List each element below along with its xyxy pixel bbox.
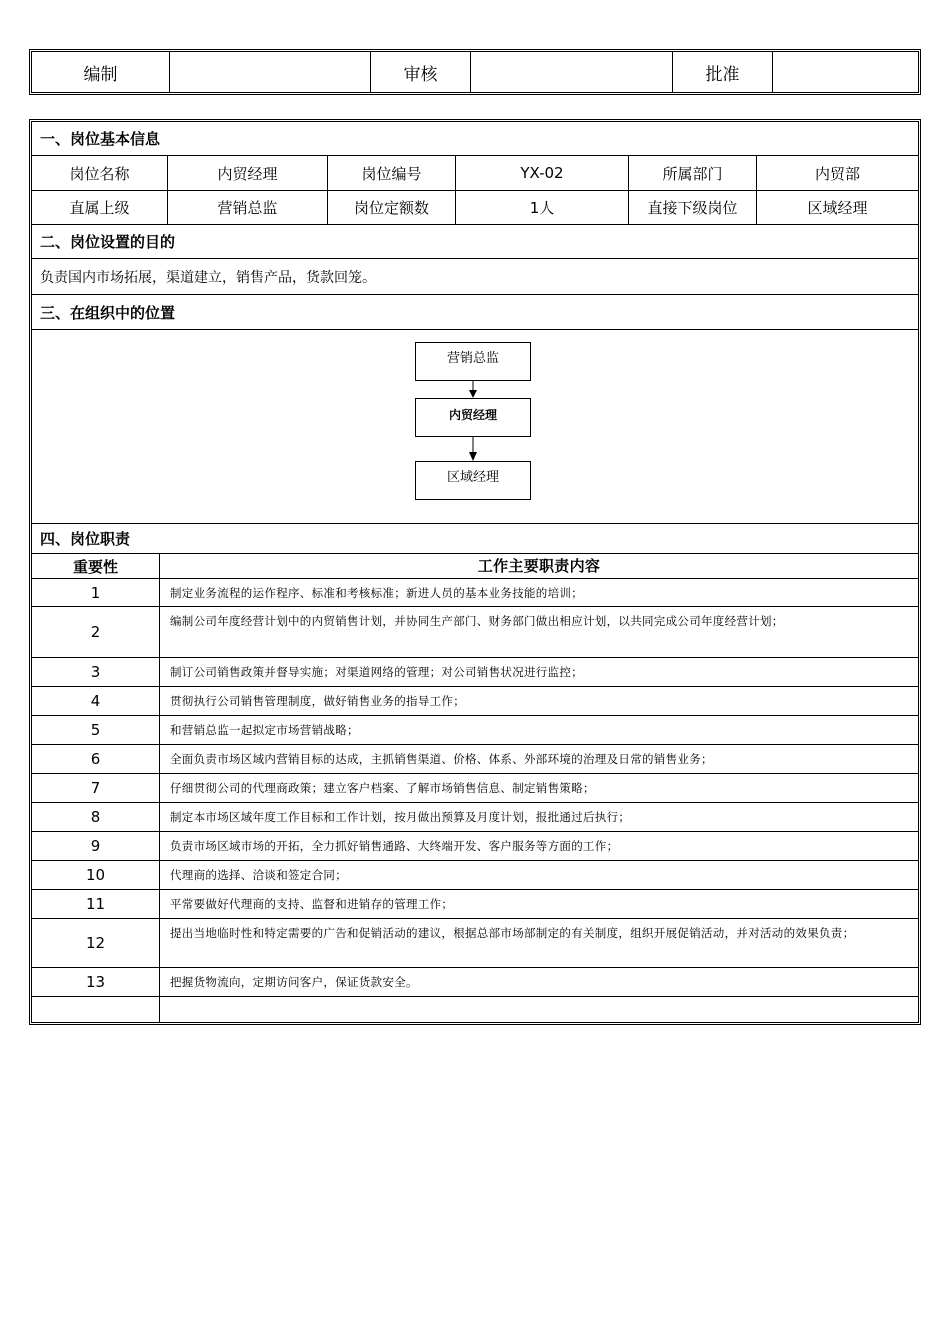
value-headcount: 1人 bbox=[456, 191, 629, 224]
duty-text bbox=[160, 997, 918, 1022]
duties-header-row bbox=[32, 554, 918, 579]
duty-text: 制定业务流程的运作程序、标准和考核标准；新进人员的基本业务技能的培训； bbox=[170, 586, 583, 600]
value-position-code: YX-02 bbox=[456, 156, 629, 190]
value-position-name: 内贸经理 bbox=[168, 156, 328, 190]
basic-info-row-2 bbox=[32, 191, 918, 225]
org-node-middle: 内贸经理 bbox=[415, 398, 531, 437]
value-subordinate: 区域经理 bbox=[807, 199, 868, 217]
duty-text: 代理商的选择、洽谈和签定合同； bbox=[170, 868, 347, 882]
duty-text: 仔细贯彻公司的代理商政策；建立客户档案、了解市场销售信息、制定销售策略； bbox=[170, 781, 595, 795]
label-headcount: 岗位定额数 bbox=[328, 191, 456, 224]
duty-text: 把握货物流向，定期访问客户，保证货款安全。 bbox=[170, 975, 418, 989]
label-direct-superior: 直属上级 bbox=[32, 191, 168, 224]
duty-number: 3 bbox=[32, 658, 160, 686]
job-description-table bbox=[29, 119, 921, 1025]
duty-text: 提出当地临时性和特定需要的广告和促销活动的建议，根据总部市场部制定的有关制度，组织开展促销活动，并对活动的效果负责； bbox=[170, 926, 855, 940]
table-row bbox=[32, 803, 918, 832]
compile-label: 编制 bbox=[32, 52, 170, 92]
section-org-position-title: 三、在组织中的位置 bbox=[32, 295, 918, 330]
duty-text: 全面负责市场区域内营销目标的达成，主抓销售渠道、价格、体系、外部环境的治理及日常的销售业务； bbox=[170, 752, 713, 766]
org-chart bbox=[32, 330, 918, 524]
table-row bbox=[32, 579, 918, 607]
section-purpose-title: 二、岗位设置的目的 bbox=[32, 225, 918, 259]
label-department: 所属部门 bbox=[629, 156, 757, 190]
org-node-bottom: 区域经理 bbox=[415, 461, 531, 500]
duty-text: 制定本市场区域年度工作目标和工作计划，按月做出预算及月度计划，报批通过后执行； bbox=[170, 810, 631, 824]
duty-number: 2 bbox=[32, 607, 160, 657]
org-node-top: 营销总监 bbox=[415, 342, 531, 381]
duty-number: 6 bbox=[32, 745, 160, 773]
duty-text: 制订公司销售政策并督导实施；对渠道网络的管理；对公司销售状况进行监控； bbox=[170, 665, 583, 679]
duty-text: 贯彻执行公司销售管理制度，做好销售业务的指导工作； bbox=[170, 694, 465, 708]
duty-number: 12 bbox=[32, 919, 160, 967]
table-row bbox=[32, 997, 918, 1022]
duty-text: 负责市场区域市场的开拓，全力抓好销售通路、大终端开发、客户服务等方面的工作； bbox=[170, 839, 619, 853]
duty-number: 10 bbox=[32, 861, 160, 889]
value-department: 内贸部 bbox=[814, 164, 860, 183]
duty-number bbox=[32, 997, 160, 1022]
duty-number: 7 bbox=[32, 774, 160, 802]
duty-number: 11 bbox=[32, 890, 160, 918]
duty-number: 4 bbox=[32, 687, 160, 715]
label-position-code: 岗位编号 bbox=[328, 156, 456, 190]
review-label: 审核 bbox=[371, 52, 471, 92]
table-row bbox=[32, 607, 918, 658]
purpose-text: 负责国内市场拓展，渠道建立，销售产品，货款回笼。 bbox=[32, 259, 918, 295]
section-duties-title: 四、岗位职责 bbox=[32, 524, 918, 554]
basic-info-row-1 bbox=[32, 156, 918, 191]
duty-number: 13 bbox=[32, 968, 160, 996]
table-row bbox=[32, 658, 918, 687]
duty-number: 5 bbox=[32, 716, 160, 744]
table-row bbox=[32, 832, 918, 861]
table-row bbox=[32, 687, 918, 716]
label-subordinate: 直接下级岗位 bbox=[629, 191, 757, 224]
table-row bbox=[32, 919, 918, 968]
approve-field[interactable] bbox=[773, 52, 918, 92]
review-field[interactable] bbox=[471, 52, 673, 92]
table-row bbox=[32, 890, 918, 919]
table-row bbox=[32, 745, 918, 774]
duty-number: 8 bbox=[32, 803, 160, 831]
duty-text: 平常要做好代理商的支持、监督和进销存的管理工作； bbox=[170, 897, 454, 911]
section-basic-info-title: 一、岗位基本信息 bbox=[32, 122, 918, 156]
table-row bbox=[32, 774, 918, 803]
table-row bbox=[32, 716, 918, 745]
signoff-table bbox=[29, 49, 921, 95]
label-position-name: 岗位名称 bbox=[32, 156, 168, 190]
approve-label: 批准 bbox=[673, 52, 773, 92]
table-row bbox=[32, 861, 918, 890]
table-row bbox=[32, 968, 918, 997]
col-content: 工作主要职责内容 bbox=[477, 557, 601, 575]
duty-text: 编制公司年度经营计划中的内贸销售计划，并协同生产部门、财务部门做出相应计划，以共同完成公司年度经营计划； bbox=[170, 614, 784, 628]
value-direct-superior: 营销总监 bbox=[168, 191, 328, 224]
compile-field[interactable] bbox=[170, 52, 371, 92]
col-importance: 重要性 bbox=[32, 554, 160, 578]
duty-number: 9 bbox=[32, 832, 160, 860]
duty-text: 和营销总监一起拟定市场营销战略； bbox=[170, 723, 359, 737]
duty-number: 1 bbox=[32, 579, 160, 606]
